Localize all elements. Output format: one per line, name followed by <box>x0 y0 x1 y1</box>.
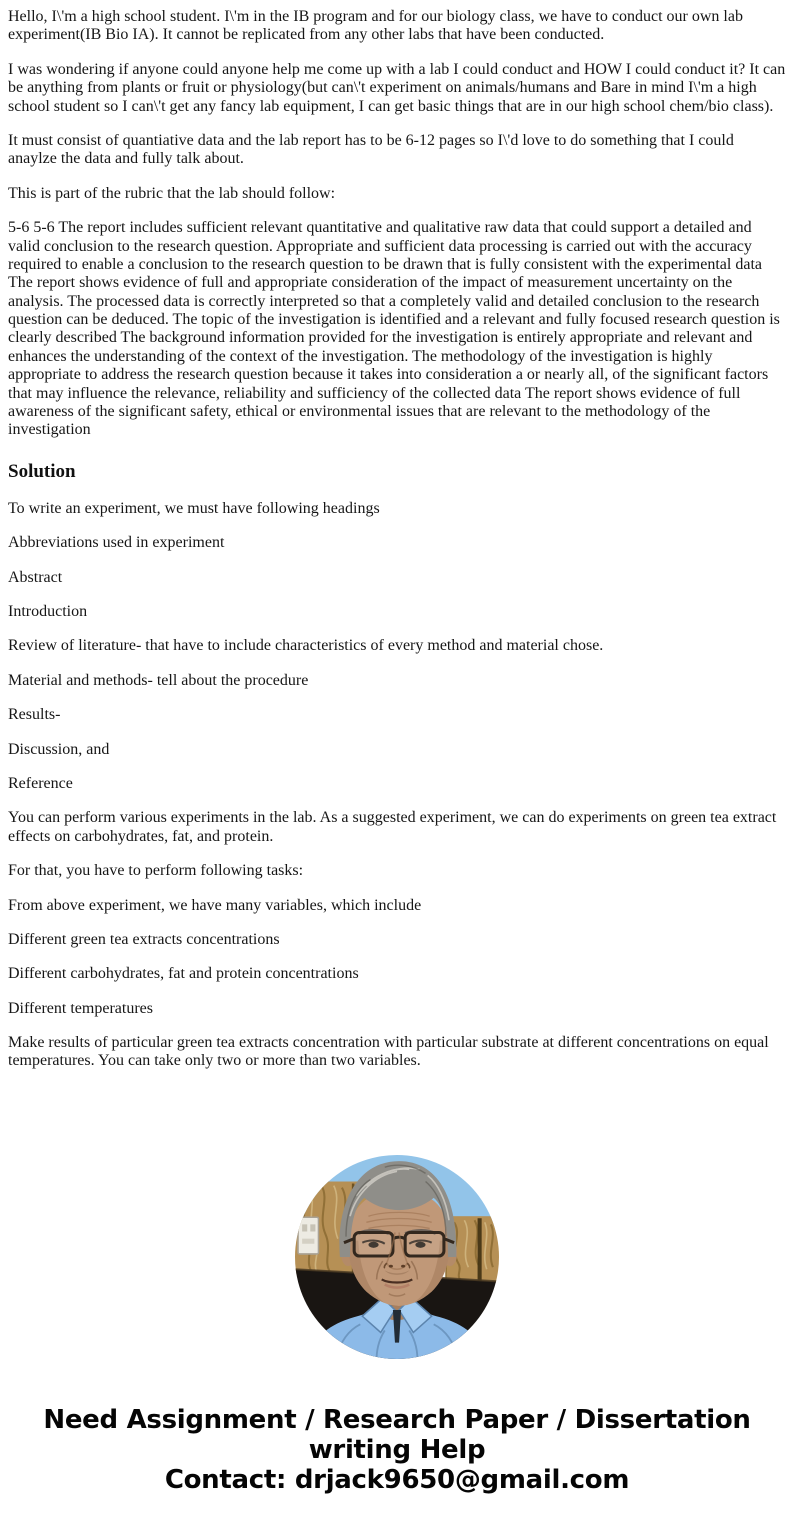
solution-paragraph: Different temperatures <box>8 999 153 1017</box>
solution-paragraph: Reference <box>8 774 73 792</box>
tutor-portrait-photo <box>295 1155 499 1359</box>
solution-paragraph: Discussion, and <box>8 740 110 758</box>
solution-paragraph: Abstract <box>8 568 63 586</box>
question-paragraph: I was wondering if anyone could anyone help me come up with a lab I could conduct and HOW I could conduct it? It can be anything from plants or fruit or physiology(but can\'t experiment on animals/humans and Bare in mind I\'m a high school student so I can\'t get any fancy lab equipment, I can get basic things that are in our high school chem/bio class). <box>8 60 786 115</box>
question-paragraph: Hello, I\'m a high school student. I\'m in the IB program and for our biology class, we have to conduct our own lab experiment(IB Bio IA). It cannot be replicated from any other labs that have been conducted. <box>8 8 743 44</box>
solution-paragraph: Make results of particular green tea extracts concentration with particular substrate at different concentrations on equal temperatures. You can take only two or more than two variables. <box>8 1034 769 1070</box>
solution-paragraph: Results- <box>8 706 61 724</box>
solution-paragraph: Abbreviations used in experiment <box>8 534 225 552</box>
solution-paragraph: For that, you have to perform following tasks: <box>8 862 304 880</box>
solution-paragraph: Introduction <box>8 602 88 620</box>
solution-paragraph: Material and methods- tell about the procedure <box>8 671 309 689</box>
tutor-portrait-illustration <box>295 1155 499 1359</box>
solution-paragraph: To write an experiment, we must have following headings <box>8 499 380 517</box>
solution-paragraph: Different green tea extracts concentrations <box>8 930 280 948</box>
promo-heading: Need Assignment / Research Paper / Dissertation writing Help <box>43 1404 751 1465</box>
document-page <box>8 8 786 1519</box>
question-section <box>8 8 786 440</box>
solution-paragraph: Review of literature- that have to include characteristics of every method and material chose. <box>8 637 604 655</box>
solution-heading: Solution <box>8 460 76 482</box>
promo-contact: Contact: drjack9650@gmail.com <box>164 1464 630 1495</box>
question-paragraph: 5-6 5-6 The report includes sufficient relevant quantitative and qualitative raw data that could support a detailed and valid conclusion to the research question. Appropriate and sufficient data processing is carried out with the accuracy required to enable a conclusion to the research question to be drawn that is fully consistent with the experimental data The report shows evidence of full and appropriate consideration of the impact of measurement uncertainty on the analysis. The processed data is correctly interpreted so that a completely valid and detailed conclusion to the research question can be deduced. The topic of the investigation is identified and a relevant and fully focused research question is clearly described The background information provided for the investigation is entirely appropriate and relevant and enhances the understanding of the context of the investigation. The methodology of the investigation is highly appropriate to address the research question because it takes into consideration a or nearly all, of the significant factors that may influence the relevance, reliability and sufficiency of the collected data The report shows evidence of full awareness of the significant safety, ethical or environmental issues that are relevant to the methodology of the investigation <box>8 219 780 439</box>
solution-paragraph: Different carbohydrates, fat and protein concentrations <box>8 965 359 983</box>
photo-switch-panel <box>298 1217 318 1254</box>
solution-section <box>8 500 786 1071</box>
question-paragraph: It must consist of quantiative data and the lab report has to be 6-12 pages so I\'d love to do something that I could anaylze the data and fully talk about. <box>8 131 734 168</box>
solution-paragraph: From above experiment, we have many variables, which include <box>8 896 422 914</box>
promo-footer <box>8 1405 786 1519</box>
solution-paragraph: You can perform various experiments in the lab. As a suggested experiment, we can do experiments on green tea extract effects on carbohydrates, fat, and protein. <box>8 809 777 845</box>
question-paragraph: This is part of the rubric that the lab should follow: <box>8 184 336 202</box>
